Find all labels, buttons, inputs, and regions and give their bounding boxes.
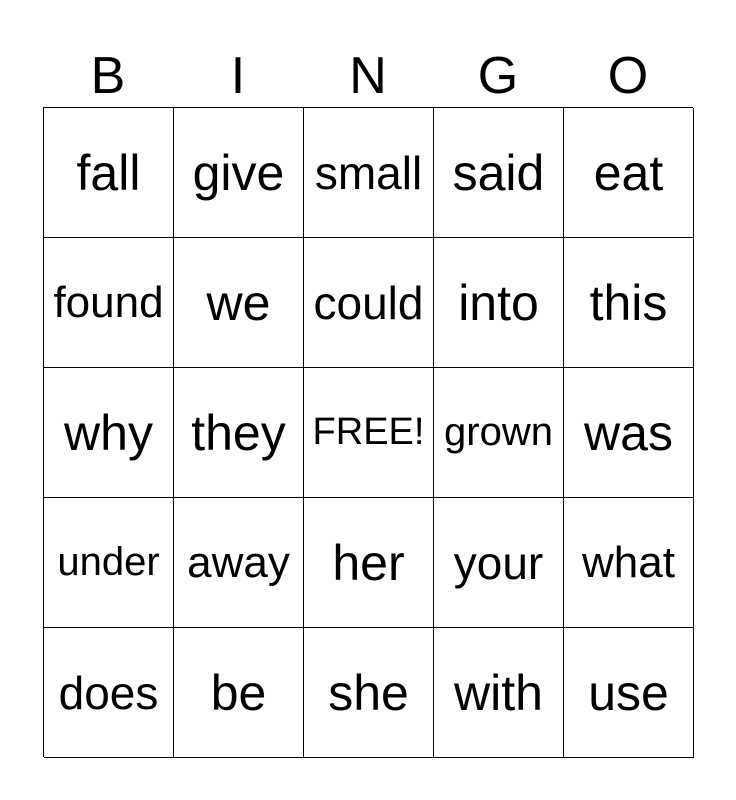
header-letter-n: N — [349, 47, 387, 105]
bingo-cell[interactable]: said — [434, 108, 564, 238]
bingo-cell[interactable]: under — [44, 498, 174, 628]
bingo-cell[interactable]: away — [174, 498, 304, 628]
free-space-cell[interactable]: FREE! — [304, 368, 434, 498]
bingo-cell[interactable]: was — [564, 368, 694, 498]
bingo-cell[interactable]: why — [44, 368, 174, 498]
bingo-cell[interactable]: found — [44, 238, 174, 368]
bingo-cell[interactable]: her — [304, 498, 434, 628]
header-letter-i: I — [230, 47, 246, 105]
header-letter-o: O — [607, 47, 649, 105]
bingo-cell[interactable]: she — [304, 628, 434, 758]
header-letter-b: B — [90, 47, 126, 105]
bingo-cell[interactable]: they — [174, 368, 304, 498]
bingo-cell[interactable]: give — [174, 108, 304, 238]
bingo-cell[interactable]: could — [304, 238, 434, 368]
bingo-cell[interactable]: small — [304, 108, 434, 238]
bingo-cell[interactable]: into — [434, 238, 564, 368]
bingo-cell[interactable]: fall — [44, 108, 174, 238]
bingo-cell[interactable]: be — [174, 628, 304, 758]
bingo-cell[interactable]: we — [174, 238, 304, 368]
bingo-cell[interactable]: does — [44, 628, 174, 758]
bingo-cell[interactable]: with — [434, 628, 564, 758]
header-letter-g: G — [477, 47, 519, 105]
bingo-cell[interactable]: what — [564, 498, 694, 628]
bingo-cell[interactable]: this — [564, 238, 694, 368]
bingo-cell[interactable]: grown — [434, 368, 564, 498]
bingo-cell[interactable]: your — [434, 498, 564, 628]
bingo-card — [43, 107, 693, 757]
bingo-header — [43, 46, 693, 106]
bingo-cell[interactable]: use — [564, 628, 694, 758]
bingo-cell[interactable]: eat — [564, 108, 694, 238]
